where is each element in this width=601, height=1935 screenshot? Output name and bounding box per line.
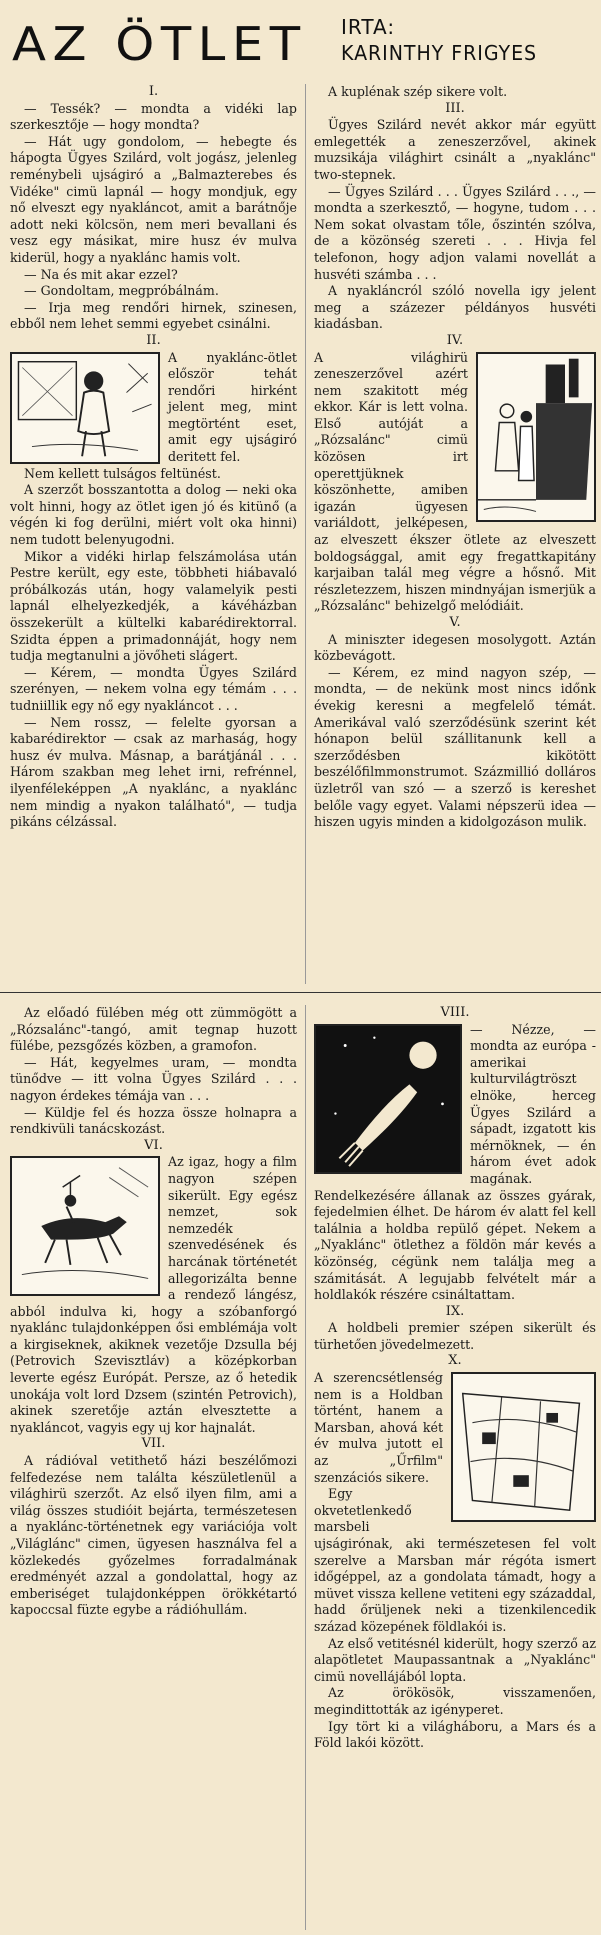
- section-number: VII.: [141, 1436, 166, 1452]
- paragraph: Az előadó fülében még ott zümmögött a „Rózsalánc"-tangó, amit tegnap huzott fülébe, pezsgőzés közben, a gramofon.: [10, 1005, 297, 1054]
- paragraph: — Kérem, — mondta Ügyes Szilárd szerényen, — nekem volna egy témám . . . tudniillik egy nő egy nyakláncot . . .: [10, 664, 297, 713]
- paragraph: A nyaklánc-ötlet először tehát rendőri hirként jelent meg, mint megtörtént eset, amit egy ujságiró deritett fel.: [168, 349, 297, 465]
- paragraph: — Küldje fel és hozza össze holnapra a rendkivüli tanácskozást.: [10, 1104, 297, 1137]
- rocket-moon-icon: [314, 1024, 462, 1174]
- section-number: X.: [448, 1353, 462, 1369]
- paragraph: A világhirü zeneszerzővel azért nem szakitott még ekkor. Kár is lett volna. Első autóját a „Rózsalánc" cimü közösen irt operettjüknek köszönhette, amiben igazán ügyesen variáldott, jelképesen, az elveszett ékszer ötlete az elveszett boldogsággal, amit egy fregattkapitány karjaiban talál meg végre a hősnő. Mit részletezzem, hiszen mindnyájan ismerjük a „Rózsalánc" behizelgő melódiáit.: [314, 349, 596, 614]
- paragraph: — Irja meg rendőri hirnek, szinesen, ebből nem lehet semmi egyebet csinálni.: [10, 299, 297, 332]
- article-title: AZ ÖTLET: [12, 17, 307, 71]
- section-number: II.: [146, 332, 161, 348]
- byline-label: IRTA:: [341, 15, 396, 39]
- paragraph: Az örökösök, visszamenően, megindittották az igényperet.: [314, 1685, 596, 1717]
- woman-portrait-icon: [10, 352, 160, 464]
- paragraph: Ügyes Szilárd nevét akkor már együtt emlegették a zeneszerzővel, akinek muzsikája világhirt csinált a „nyaklánc" two-stepnek.: [314, 117, 596, 182]
- paragraph: — Hát, kegyelmes uram, — mondta tünődve — itt volna Ügyes Szilárd . . . nagyon érdekes témája van . . .: [10, 1054, 297, 1103]
- page-divider: [0, 992, 601, 993]
- section-number: III.: [445, 100, 465, 116]
- paragraph: — Ügyes Szilárd . . . Ügyes Szilárd . . ., — mondta a szerkesztő, — hogyne, tudom . . . Nem sokat olvastam tőle, őszintén szólva, de a közönség szereti . . . Hivja fel telefonon, hogy adjon valami novellát a husvéti számba . . .: [314, 183, 596, 282]
- ship-couple-icon: [476, 352, 596, 522]
- city-map-icon: [451, 1372, 596, 1522]
- byline: [341, 14, 591, 66]
- paragraph: — Kérem, ez mind nagyon szép, — mondta, — de nekünk most nincs időnk évekig keresni a megfelelő témát. Amerikával való szerződésünk szerint két hónapon belül szállitanunk kell a szerződésben kikötött beszélőfilmmonstrumot. Százmillió dolláros üzletről van szó — a szerző is kereshet belőle vagy egyet. Valami népszerü idea — hiszen ugyis minden a kidolgozáson mulik.: [314, 664, 596, 830]
- paragraph: A holdbeli premier szépen sikerült és türhetően jövedelmezett.: [314, 1320, 596, 1352]
- paragraph: A szerencsétlenség nem is a Holdban történt, hanem a Marsban, ahová két év mulva jutott el az „Űrfilm" szenzációs sikere.: [314, 1370, 443, 1485]
- section-number: IV.: [446, 332, 464, 348]
- author-name: KARINTHY FRIGYES: [341, 41, 538, 65]
- article-header: [8, 6, 593, 74]
- column-divider-bottom: [305, 1005, 306, 1930]
- section-number: VIII.: [440, 1005, 470, 1020]
- section-number: I.: [148, 84, 159, 99]
- section-number: IX.: [445, 1303, 465, 1319]
- paragraph: Egy okvetetlenkedő marsbeli ujságirónak, aki természetesen fel volt szerelve a Marsban már régóta ismert időgéppel, az a gondolata támadt, hogy a müvet vissza kellene vetiteni egy századdal, hadd őrüljenek neki a tizenkilencedik század közepének földlakói is.: [314, 1486, 596, 1634]
- section-number: VI.: [144, 1137, 163, 1153]
- paragraph: — Na és mit akar ezzel?: [24, 266, 178, 282]
- paragraph: A rádióval vetithető házi beszélőmozi felfedezése nem találta készületlenül a világhirü szerzőt. Az első ilyen film, ami a világ összes studióit bejárta, természetesen a nyaklánc-történetnek egy variációja volt „Világlánc" cimen, ügyesen használva fel a közlekedés győzelmes forradalmának eredményét azzal a gondolattal, hogy az emberiséget tulajdonképpen örökkétartó kapoccsal füzte egybe a rádióhullám.: [10, 1453, 297, 1618]
- paragraph: — Gondoltam, megpróbálnám.: [24, 283, 219, 299]
- column-3: [10, 1005, 297, 1930]
- paragraph: Az első vetitésnél kiderült, hogy szerző az alapötletet Maupassantnak a „Nyaklánc" cimü novellájából lopta.: [314, 1635, 596, 1684]
- column-2: [314, 84, 596, 984]
- paragraph: — Tessék? — mondta a vidéki lap szerkesztője — hogy mondta?: [10, 100, 297, 133]
- section-number: V.: [449, 615, 461, 630]
- paragraph: — Hát ugy gondolom, — hebegte és hápogta Ügyes Szilárd, volt jogász, jelenleg reménybeli ujságiró a „Balmazterebes és Vidéke" cimü lapnál — hogy mondjuk, egy nő elveszt egy nyakláncot, amit a barátnője adott neki kölcsön, nem meri bevallani és vesz egy másikat, mire husz év mulva kiderül, hogy a nyaklánc hamis volt.: [10, 133, 297, 265]
- column-1: [10, 84, 297, 984]
- paragraph: A miniszter idegesen mosolygott. Aztán közbevágott.: [314, 631, 596, 664]
- paragraph: A szerzőt bosszantotta a dolog — neki oka volt hinni, hogy az ötlet igen jó és kitünő (a végén ki fog derülni, miért volt oka hinni) nem tudott belenyugodni.: [10, 482, 297, 548]
- paragraph: Az igaz, hogy a film nagyon szépen sikerült. Egy egész nemzet, sok nemzedék szenvedésének és harcának történetét allegorizálta benne a rendező lángész, abból indulva ki, hogy a szóbanforgó nyaklánc tulajdonképpen ősi emblémája volt a kirgiseknek, akiknek vezetője Dzsulla béj (Petrovich Szevisztláv) a középkorban leverte egész Európát. Persze, az ő hetedik unokája volt lord Dzsem (szintén Petrovich), akinek szeretője aztán elvesztette a nyakláncot, vagyis egy uj kor hajnalát.: [10, 1154, 297, 1435]
- column-divider-top: [305, 84, 306, 984]
- rider-horse-icon: [10, 1156, 160, 1296]
- column-4: [314, 1005, 596, 1930]
- paragraph: Nem kellett tulságos feltünést.: [24, 465, 221, 481]
- paragraph: A kuplénak szép sikere volt.: [328, 84, 508, 99]
- paragraph: — Nem rossz, — felelte gyorsan a kabarédirektor — csak az marhaság, hogy husz év mulva. Másnap, a barátjánál . . . Három szakban meg lehet irni, refrénnel, ilyenféleképpen „A nyaklánc, a nyaklánc nem mindig a nyakon található", — tudja pikáns célzással.: [10, 714, 297, 830]
- paragraph: Mikor a vidéki hirlap felszámolása után Pestre került, egy este, többheti hiábavaló próbálkozás után, hogy valamelyik pesti lapnál elhelyezkedjék, a kávéházban összekerült a kültelki kabarédirektorral. Szidta éppen a primadonnáját, hogy nem tudja megtanulni a jövőheti slágert.: [10, 548, 297, 664]
- paragraph: — Nézze, — mondta az európa - amerikai kulturvilágtröszt elnöke, herceg Ügyes Szilárd a sápadt, izgatott kis mérnöknek, — én három évet adok magának. Rendelkezésére állanak az összes gyárak, fejedelmien élhet. De három év alatt fel kell találnia a holdba repülő gépet. Nekem a „Nyaklánc" ötlethez a földön már kevés a közönség, cégünk nem találja meg a számitását. A legujabb felvételt már a holdlakók részére csináltattam.: [314, 1021, 596, 1303]
- paragraph: Igy tört ki a világháboru, a Mars és a Föld lakói között.: [314, 1718, 596, 1751]
- paragraph: A nyakláncról szóló novella igy jelent meg a százezer példányos husvéti kiadásban.: [314, 283, 596, 332]
